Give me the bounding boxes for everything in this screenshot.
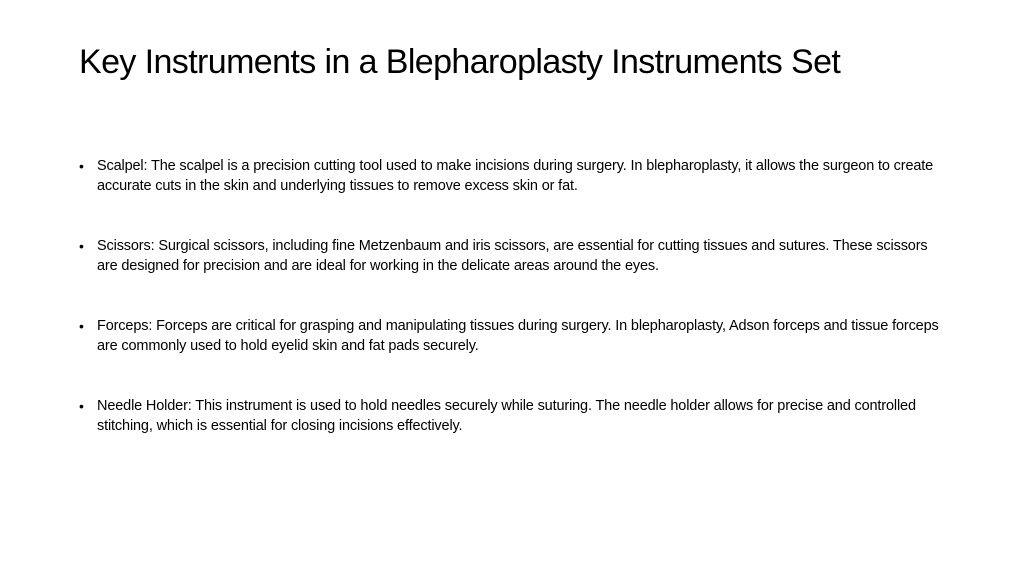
bullet-text: Forceps: Forceps are critical for grasping and manipulating tissues during surgery. In blepharoplasty, Adson forceps and tissue forceps are commonly used to hold eyelid skin and fat pads securely. bbox=[97, 318, 939, 354]
bullet-item-needle-holder bbox=[79, 396, 949, 436]
slide-title: Key Instruments in a Blepharoplasty Instruments Set bbox=[79, 43, 841, 81]
bullet-dot-icon: • bbox=[79, 318, 84, 334]
bullet-text: Scalpel: The scalpel is a precision cutting tool used to make incisions during surgery. In blepharoplasty, it allows the surgeon to create accurate cuts in the skin and underlying tissues to remove excess skin or fat. bbox=[97, 158, 934, 194]
bullet-dot-icon: • bbox=[79, 398, 84, 414]
bullet-item-scalpel bbox=[79, 156, 949, 196]
bullet-text: Needle Holder: This instrument is used to hold needles securely while suturing. The needle holder allows for precise and controlled stitching, which is essential for closing incisions effectively. bbox=[97, 398, 916, 434]
bullet-item-scissors bbox=[79, 236, 949, 276]
bullet-dot-icon: • bbox=[79, 158, 84, 174]
bullet-dot-icon: • bbox=[79, 238, 84, 254]
bullet-item-forceps bbox=[79, 316, 949, 356]
bullet-text: Scissors: Surgical scissors, including fine Metzenbaum and iris scissors, are essential for cutting tissues and sutures. These scissors are designed for precision and are ideal for working in the delicate areas around the eyes. bbox=[97, 238, 928, 274]
bullet-list bbox=[79, 156, 949, 476]
